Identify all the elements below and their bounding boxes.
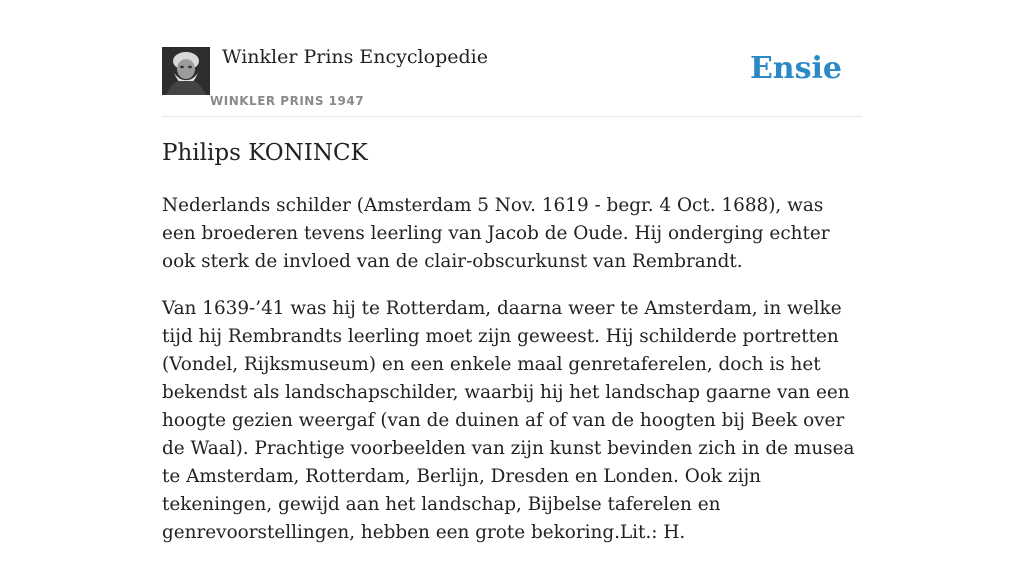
article-paragraph: Van 1639-’41 was hij te Rotterdam, daarna weer te Amsterdam, in welke tijd hij Rembrandts leerling moet zijn geweest. Hij schilderde portretten (Vondel, Rijksmuseum) en een enkele maal genretaferelen, doch is het bekendst als landschapschilder, waarbij hij het landschap gaarne van een hoogte gezien weergaf (van de duinen af of van de hoogten bij Beek over de Waal). Prachtige voorbeelden van zijn kunst bevinden zich in de musea te Amsterdam, Rotterdam, Berlijn, Dresden en Londen. Ook zijn tekeningen, gewijd aan het landschap, Bijbelse taferelen en genrevoorstellingen, hebben een grote bekoring.Lit.: H.	[162, 298, 855, 543]
source-header	[162, 0, 862, 117]
bearded-man-portrait-icon	[162, 47, 210, 95]
article-body	[162, 192, 862, 566]
source-subtitle: WINKLER PRINS 1947	[210, 94, 365, 108]
page-container	[162, 0, 862, 543]
source-avatar[interactable]	[162, 47, 210, 95]
article-paragraph: Nederlands schilder (Amsterdam 5 Nov. 1619 - begr. 4 Oct. 1688), was een broederen tevens leerling van Jacob de Oude. Hij onderging echter ook sterk de invloed van de clair-obscurkunst van Rembrandt.	[162, 195, 830, 272]
ensie-logo-link[interactable]: Ensie	[749, 51, 842, 86]
source-title[interactable]: Winkler Prins Encyclopedie	[222, 46, 488, 68]
article-title: Philips KONINCK	[162, 140, 368, 166]
